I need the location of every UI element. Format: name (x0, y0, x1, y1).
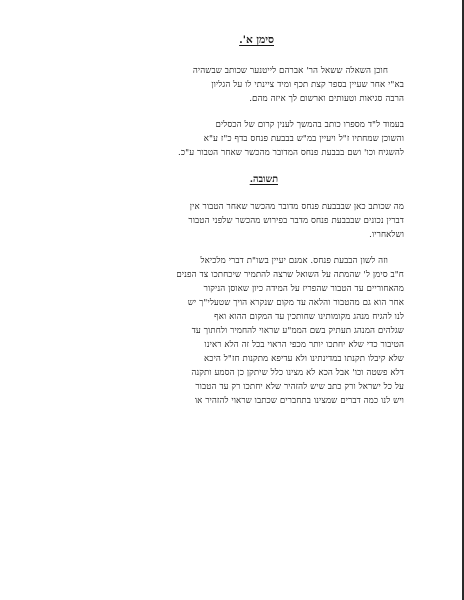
text-line: על כל ישראל ורק כתב שיש להזהיר שלא יחתכו רק עד הטבור (195, 382, 404, 392)
text-line: וזה לשון הבבעת פנחס. אמנם יעיין בשו"ת דברי מלכיאל (200, 256, 388, 266)
text-line: דלא פשטה וכו' אבל הכא לא מצינו כלל שיתקן כן הסמע ותקנה (191, 368, 404, 378)
text-line: ח"ב סימן ל' שהמתה על השואל שרצה להתמיר שיכחתכו צד הפנים (176, 270, 404, 280)
text-line: ויש לנו כמה דברים שמצינו בתחברים שכתבו שראוי להזהיר או (194, 396, 404, 406)
text-line: לנו להגיח מנהג מקומותינו שחותכין עד המקום ההוא ואף (214, 312, 404, 322)
text-line: בא"י אחר שעיין בספר קצת תכף ומיד ציינתי לו על הגליון (211, 80, 404, 90)
page-title: סימן א'. (239, 34, 274, 46)
text-line: חוכן השאלה ששאל הר' אברהם לייטנער שכותב שבשהיה (192, 66, 388, 76)
text-line: שגלהים המנהג תעתיק בשם הממ"ע שראוי להחמיר ולחתוך עד (191, 326, 404, 336)
text-line: והשוכן שמחתיו ז"ל ויעיין במ"ש בבבעת פנחס בדף כ"ז ע"א (203, 134, 404, 144)
answer-heading: תשובה. (249, 174, 278, 185)
text-line: מהאחוריים עד הטבור שהפריז על המידה כיון שאוסן הניקור (203, 284, 404, 294)
text-line: הטיבור כדי שלא יחתכו יותר מכפי הראוי בכל זה הלא ראינו (204, 340, 404, 350)
text-line: ושלאחריו. (369, 230, 404, 240)
text-line: בעמוד ל"ד מספרו כותב בהמשך לענין קרום של הכסלים (215, 120, 404, 130)
text-line: הרבה סגיאות וטעותים וארשום לך איזה מהם. (249, 94, 404, 104)
text-line: אחר הוא גם מהטבור והלאה עד מקום שנקרא הויך שטעלי"ך יש (187, 298, 404, 308)
text-line: שלא קיבלו תקנתו במדינתינו ולא עדיפא מתקנות חז"ל היכא (204, 354, 404, 364)
text-line: להשגיח וכו' ושם בבבעת פנחס המדובר מהכשר שאחר הטבור ע"כ. (178, 148, 404, 158)
text-line: מה שכותב כאן שבבבעת פנחס מדובר מהכשר שאחר הטבור אין (189, 202, 404, 212)
text-line: דברין נכונים שבבבעת פנחס מדבר בפירוש מהכשר שלפני הטבור (188, 216, 404, 226)
